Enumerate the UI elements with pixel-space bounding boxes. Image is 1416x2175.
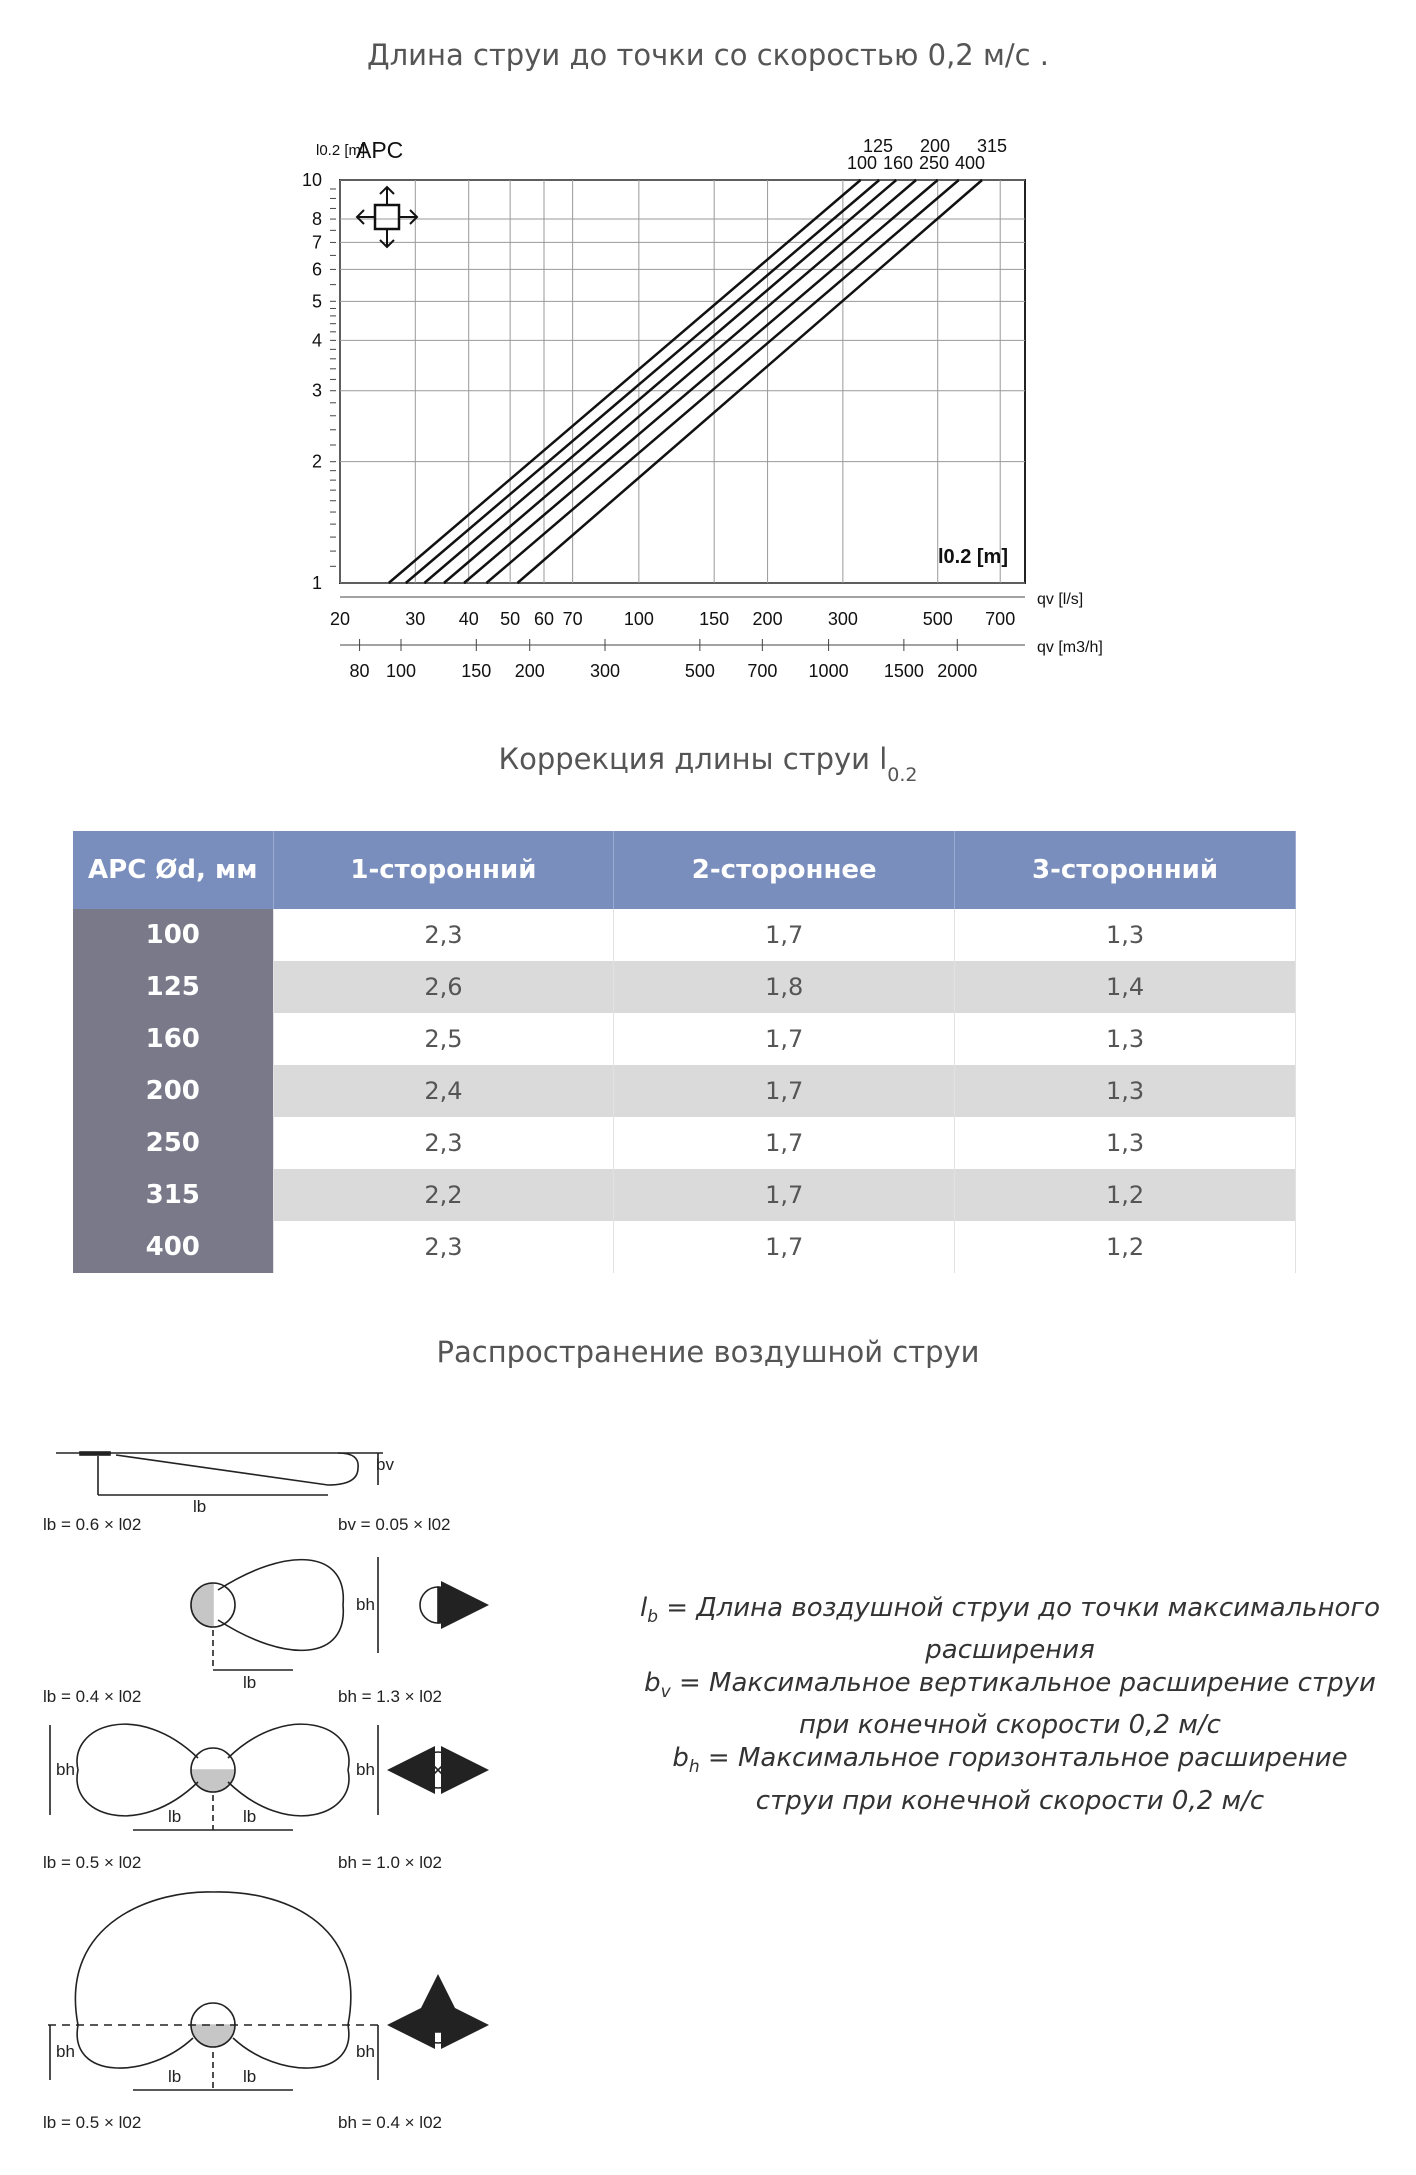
legend-bh <box>640 1742 1380 1817</box>
bh-label: bh <box>356 2042 375 2061</box>
diffuser-mark <box>80 1452 110 1455</box>
row-size: 125 <box>73 961 273 1013</box>
header-one-side: 1-сторонний <box>273 831 614 909</box>
series-label: 100 <box>846 153 878 173</box>
d3-left-formula: lb = 0.5 × l02 <box>43 1853 142 1872</box>
arrow-down-icon <box>380 229 394 247</box>
d2-right-formula: bh = 1.3 × l02 <box>338 1687 442 1706</box>
table-row <box>73 1065 1296 1117</box>
x2-tick-label: 200 <box>514 661 545 681</box>
lb-label: lb <box>243 2067 257 2086</box>
propagation-title-text: Распространение воздушной струи <box>436 1335 980 1369</box>
arrow-up-icon <box>380 187 394 205</box>
d3-right-formula: bh = 1.0 × l02 <box>338 1853 442 1872</box>
x-tick-label: 30 <box>405 609 426 629</box>
series-line-250 <box>464 180 938 583</box>
x-tick-label: 20 <box>329 609 351 629</box>
x-tick-label: 700 <box>985 609 1016 629</box>
y-tick-label: 7 <box>311 232 322 253</box>
bh-label: bh <box>356 1760 375 1779</box>
row-size: 200 <box>73 1065 273 1117</box>
series-label: 250 <box>918 153 950 173</box>
bh-label: bh <box>356 1595 375 1614</box>
row-size: 160 <box>73 1013 273 1065</box>
x-tick-label: 100 <box>623 609 654 629</box>
x2-tick-label: 2000 <box>937 661 978 681</box>
y-tick-label: 10 <box>301 170 322 190</box>
arrow-left-icon <box>357 210 375 224</box>
table-row <box>73 961 1296 1013</box>
x2-tick-label: 80 <box>349 661 370 681</box>
d1-right-formula: bv = 0.05 × l02 <box>338 1515 451 1534</box>
y-tick-label: 6 <box>311 259 322 280</box>
legend-lb-symbol: l <box>640 1593 648 1623</box>
correction-title-text: Коррекция длины струи l <box>498 742 888 776</box>
x-tick-label: 150 <box>699 609 730 629</box>
x2-axis-label: qv [m3/h] <box>1037 639 1103 656</box>
correction-title-sub: 0.2 <box>887 764 918 786</box>
correction-title <box>0 742 1416 786</box>
d1-left-formula: lb = 0.6 × l02 <box>43 1515 142 1534</box>
row-size: 250 <box>73 1117 273 1169</box>
jet-length-chart <box>280 125 1140 685</box>
inner-label: l0.2 [m] <box>937 546 1008 568</box>
y-tick-label: 1 <box>311 573 322 593</box>
x-axis-label: qv [l/s] <box>1037 591 1084 608</box>
d4-right-formula: bh = 0.4 × l02 <box>338 2113 442 2132</box>
arrow-right-icon <box>399 210 417 224</box>
legend-bv-symbol: b <box>644 1668 661 1699</box>
series-label: 200 <box>919 136 951 156</box>
plot-frame <box>340 180 1025 583</box>
series-line-100 <box>389 180 861 583</box>
x2-tick-label: 300 <box>589 661 621 681</box>
cell-value: 1,3 <box>955 1013 1296 1065</box>
x2-tick-label: 150 <box>461 661 492 681</box>
legend-bv-sub: v <box>660 1682 671 1703</box>
legend <box>640 1592 1380 1818</box>
x-tick-label: 60 <box>533 609 555 629</box>
series-line-160 <box>424 180 896 583</box>
correction-table <box>73 831 1296 1273</box>
jet-lobe-left <box>77 1724 198 1816</box>
cell-value: 2,5 <box>273 1013 614 1065</box>
bv-label: bv <box>376 1455 394 1474</box>
bh-label: bh <box>56 2042 75 2061</box>
y-tick-label: 3 <box>311 380 322 401</box>
header-three-side: 3-сторонний <box>955 831 1296 909</box>
table-header-row <box>73 831 1296 909</box>
cell-value: 1,2 <box>955 1221 1296 1273</box>
x-tick-label: 500 <box>922 609 953 629</box>
legend-lb <box>640 1592 1380 1667</box>
diagram-three-way-top <box>48 1892 483 2090</box>
legend-bh-sub: h <box>688 1757 700 1778</box>
cell-value: 1,7 <box>614 1013 955 1065</box>
table-row <box>73 1221 1296 1273</box>
row-size: 100 <box>73 909 273 961</box>
cell-value: 2,3 <box>273 1221 614 1273</box>
lb-label: lb <box>168 1807 182 1826</box>
legend-bv <box>640 1667 1380 1742</box>
propagation-diagram <box>38 1440 538 2135</box>
series-label: 400 <box>954 153 986 173</box>
header-two-side: 2-стороннее <box>614 831 955 909</box>
cell-value: 1,4 <box>955 961 1296 1013</box>
table-row <box>73 909 1296 961</box>
series-line-125 <box>406 180 880 583</box>
apc-square-icon <box>375 205 399 229</box>
y-tick-label: 8 <box>311 209 322 230</box>
legend-bv-text: = Максимальное вертикальное расширение струи при конечной скорости 0,2 м/с <box>670 1668 1376 1741</box>
x-tick-label: 300 <box>827 609 858 629</box>
x2-tick-label: 500 <box>684 661 715 681</box>
cell-value: 1,3 <box>955 1117 1296 1169</box>
cell-value: 1,7 <box>614 1221 955 1273</box>
diagram-one-way-side <box>56 1452 383 1495</box>
cell-value: 1,7 <box>614 1117 955 1169</box>
cell-value: 2,3 <box>273 1117 614 1169</box>
cell-value: 2,6 <box>273 961 614 1013</box>
chart-inner-title: APC <box>356 137 404 163</box>
y-tick-label: 2 <box>311 451 322 472</box>
series-line-200 <box>444 180 916 583</box>
cell-value: 2,4 <box>273 1065 614 1117</box>
d2-left-formula: lb = 0.4 × l02 <box>43 1687 142 1706</box>
series-line-315 <box>486 180 958 583</box>
lb-label: lb <box>243 1807 257 1826</box>
legend-lb-sub: b <box>647 1607 659 1628</box>
x2-tick-label: 100 <box>385 661 417 681</box>
x-tick-label: 200 <box>752 609 783 629</box>
series-label: 160 <box>882 153 914 173</box>
diagram-two-way-top <box>50 1724 483 1830</box>
cell-value: 1,7 <box>614 909 955 961</box>
x-tick-label: 50 <box>500 609 521 629</box>
header-size: APC Ød, мм <box>73 831 273 909</box>
cell-value: 1,7 <box>614 1065 955 1117</box>
lb-label: lb <box>168 2067 182 2086</box>
legend-lb-text: = Длина воздушной струи до точки максимального расширения <box>658 1593 1380 1666</box>
bh-label: bh <box>56 1760 75 1779</box>
cell-value: 1,3 <box>955 909 1296 961</box>
x-tick-label: 40 <box>458 609 479 629</box>
cell-value: 1,2 <box>955 1169 1296 1221</box>
row-size: 400 <box>73 1221 273 1273</box>
chart-title <box>0 38 1416 72</box>
x-tick-label: 70 <box>562 609 583 629</box>
cell-value: 1,8 <box>614 961 955 1013</box>
legend-bh-symbol: b <box>672 1743 689 1774</box>
x2-tick-label: 1000 <box>808 661 849 681</box>
chart-title-text: Длина струи до точки со скоростью 0,2 м/с . <box>366 38 1049 72</box>
table-row <box>73 1169 1296 1221</box>
table-row <box>73 1117 1296 1169</box>
x2-tick-label: 700 <box>747 661 778 681</box>
propagation-title <box>0 1335 1416 1369</box>
diagram-one-way-top <box>191 1557 483 1670</box>
row-size: 315 <box>73 1169 273 1221</box>
lb-label: lb <box>193 1497 207 1516</box>
lb-label: lb <box>243 1673 257 1692</box>
y-axis-label: l0.2 [m] <box>316 142 366 159</box>
jet-lobe <box>218 1560 343 1651</box>
series-line-400 <box>517 180 982 583</box>
jet-lobe-right <box>228 1724 349 1816</box>
cell-value: 2,2 <box>273 1169 614 1221</box>
cell-value: 2,3 <box>273 909 614 961</box>
x2-tick-label: 1500 <box>883 661 924 681</box>
cell-value: 1,3 <box>955 1065 1296 1117</box>
legend-bh-text: = Максимальное горизонтальное расширение струи при конечной скорости 0,2 м/с <box>699 1743 1348 1816</box>
cell-value: 1,7 <box>614 1169 955 1221</box>
d4-left-formula: lb = 0.5 × l02 <box>43 2113 142 2132</box>
series-label: 125 <box>862 136 894 156</box>
y-tick-label: 4 <box>311 330 322 351</box>
series-label: 315 <box>976 136 1008 156</box>
y-tick-label: 5 <box>311 291 322 312</box>
jet-side-outline <box>116 1453 358 1485</box>
table-row <box>73 1013 1296 1065</box>
